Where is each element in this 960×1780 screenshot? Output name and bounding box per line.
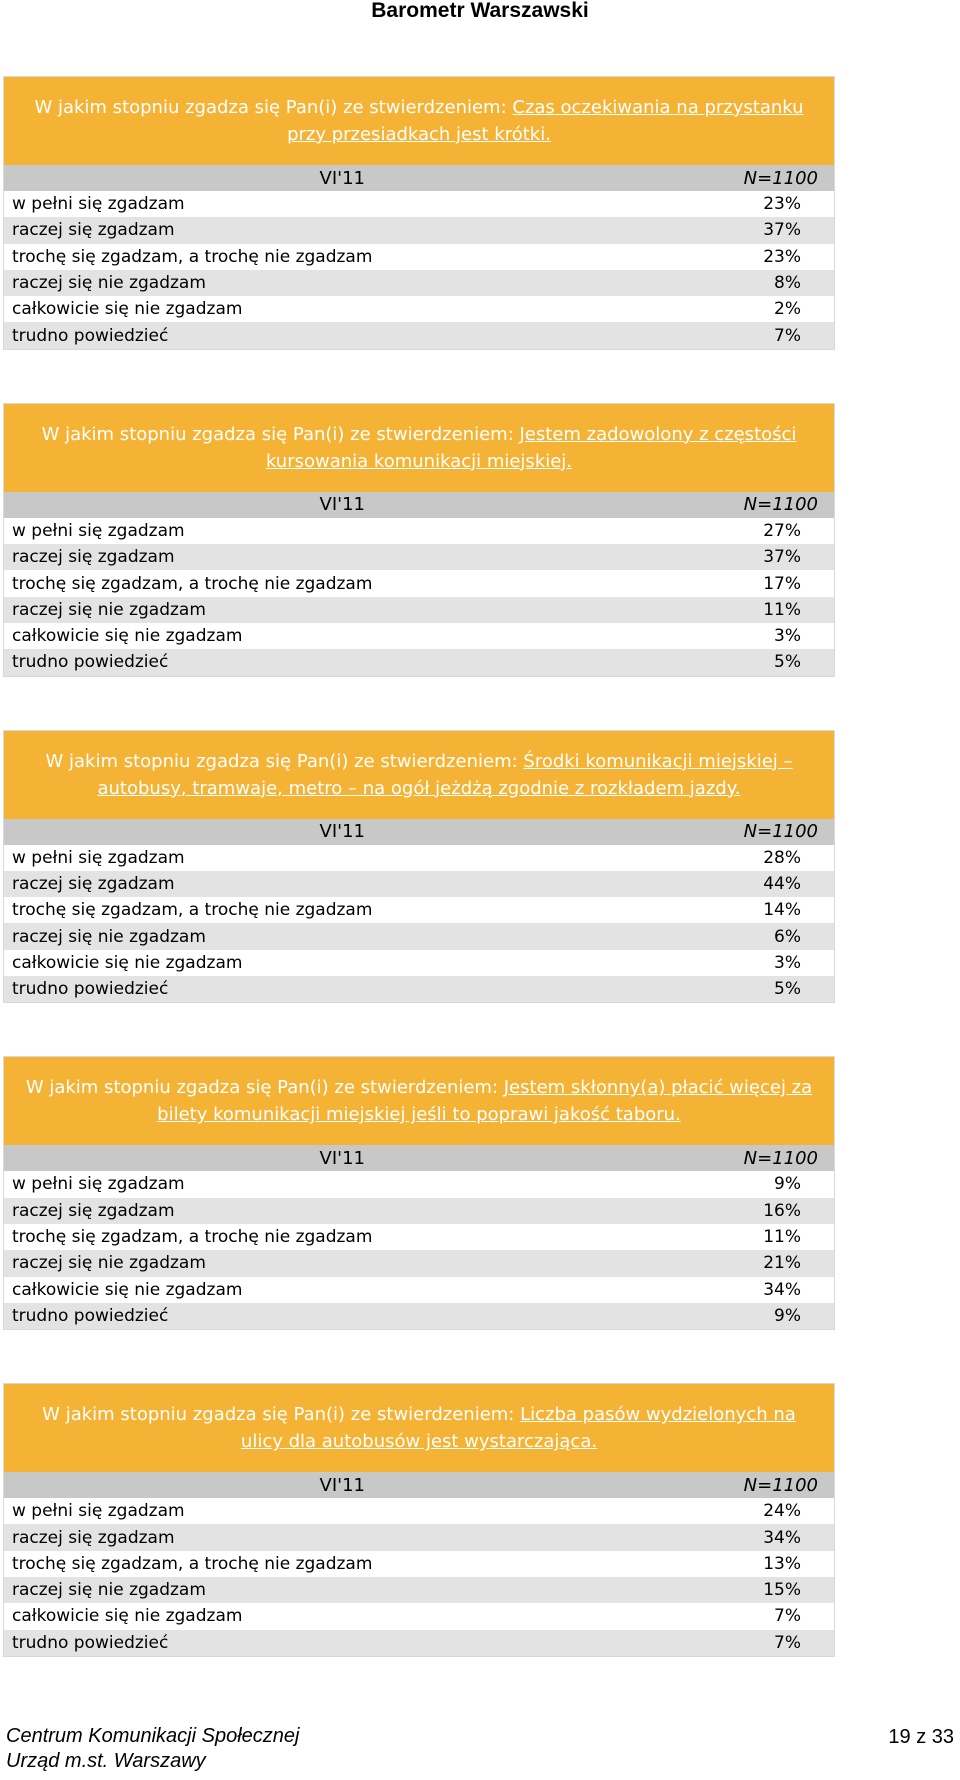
answer-value: 7% xyxy=(774,1606,801,1627)
answer-label: trochę się zgadzam, a trochę nie zgadzam xyxy=(12,1553,373,1574)
table-row xyxy=(4,217,834,243)
survey-table xyxy=(3,76,835,350)
answer-value: 8% xyxy=(774,273,801,294)
answer-value: 9% xyxy=(774,1174,801,1195)
answer-value: 17% xyxy=(763,573,801,594)
table-row xyxy=(4,191,834,217)
answer-value: 2% xyxy=(774,299,801,320)
answer-value: 27% xyxy=(763,520,801,541)
answer-label: trudno powiedzieć xyxy=(12,325,169,346)
table-row xyxy=(4,871,834,897)
table-row xyxy=(4,296,834,322)
answer-value: 21% xyxy=(763,1253,801,1274)
answer-label: trochę się zgadzam, a trochę nie zgadzam xyxy=(12,573,373,594)
answer-label: trochę się zgadzam, a trochę nie zgadzam xyxy=(12,246,373,267)
answer-label: raczej się zgadzam xyxy=(12,1527,175,1548)
footer-org-line2: Urząd m.st. Warszawy xyxy=(6,1750,206,1772)
question-header xyxy=(4,77,834,165)
answer-value: 3% xyxy=(774,626,801,647)
question-statement: Jestem skłonny(a) płacić więcej za bilety komunikacji miejskiej jeśli to poprawi jakość taboru. xyxy=(157,1077,813,1126)
question-header xyxy=(4,404,834,492)
answer-label: całkowicie się nie zgadzam xyxy=(12,1606,243,1627)
wave-label: VI'11 xyxy=(319,821,365,843)
answer-value: 37% xyxy=(763,220,801,241)
question-header xyxy=(4,1384,834,1472)
answer-value: 13% xyxy=(763,1553,801,1574)
answer-label: raczej się nie zgadzam xyxy=(12,1580,206,1601)
page-title: Barometr Warszawski xyxy=(371,0,589,22)
answer-value: 5% xyxy=(774,979,801,1000)
answer-value: 16% xyxy=(763,1200,801,1221)
answer-value: 23% xyxy=(763,194,801,215)
question-prefix: W jakim stopniu zgadza się Pan(i) ze stwierdzeniem: xyxy=(34,97,513,118)
question-statement: Liczba pasów wydzielonych na ulicy dla autobusów jest wystarczająca. xyxy=(240,1404,796,1453)
table-row xyxy=(4,845,834,871)
answer-label: w pełni się zgadzam xyxy=(12,1501,185,1522)
table-row xyxy=(4,1577,834,1603)
wave-label: VI'11 xyxy=(319,1474,365,1496)
table-row xyxy=(4,270,834,296)
answer-label: raczej się zgadzam xyxy=(12,547,175,568)
answer-value: 34% xyxy=(763,1527,801,1548)
answer-value: 23% xyxy=(763,246,801,267)
answer-label: trudno powiedzieć xyxy=(12,1632,169,1653)
table-row xyxy=(4,1603,834,1629)
answer-label: trudno powiedzieć xyxy=(12,652,169,673)
answer-label: trochę się zgadzam, a trochę nie zgadzam xyxy=(12,1227,373,1248)
wave-label: VI'11 xyxy=(319,494,365,516)
survey-table xyxy=(3,403,835,677)
table-row xyxy=(4,518,834,544)
answer-value: 6% xyxy=(774,926,801,947)
answer-label: raczej się zgadzam xyxy=(12,874,175,894)
survey-tables xyxy=(3,76,835,1710)
sample-size: N=1100 xyxy=(743,1474,818,1496)
answer-label: trudno powiedzieć xyxy=(12,1305,169,1326)
answer-value: 34% xyxy=(763,1279,801,1300)
answer-value: 7% xyxy=(774,1632,801,1653)
answer-label: całkowicie się nie zgadzam xyxy=(12,1279,243,1300)
column-header xyxy=(4,1145,834,1171)
question-prefix: W jakim stopniu zgadza się Pan(i) ze stwierdzeniem: xyxy=(42,1404,521,1426)
answer-value: 44% xyxy=(763,874,801,894)
table-row xyxy=(4,1277,834,1303)
question-prefix: W jakim stopniu zgadza się Pan(i) ze stwierdzeniem: xyxy=(41,423,520,445)
footer-org-line1: Centrum Komunikacji Społecznej xyxy=(6,1725,300,1747)
answer-value: 14% xyxy=(763,900,801,921)
table-row xyxy=(4,1250,834,1276)
table-row xyxy=(4,1303,834,1329)
table-row xyxy=(4,976,834,1002)
table-row xyxy=(4,570,834,596)
table-row xyxy=(4,1551,834,1577)
table-row xyxy=(4,1224,834,1250)
answer-label: trudno powiedzieć xyxy=(12,979,169,1000)
answer-label: w pełni się zgadzam xyxy=(12,520,185,541)
answer-label: w pełni się zgadzam xyxy=(12,1174,185,1195)
page-number: 19 z 33 xyxy=(888,1726,954,1748)
wave-label: VI'11 xyxy=(319,1147,365,1169)
answer-label: raczej się zgadzam xyxy=(12,1200,175,1221)
answer-value: 9% xyxy=(774,1305,801,1326)
answer-label: raczej się nie zgadzam xyxy=(12,1253,206,1274)
answer-label: raczej się nie zgadzam xyxy=(12,926,206,947)
answer-value: 5% xyxy=(774,652,801,673)
column-header xyxy=(4,165,834,191)
footer-organization xyxy=(6,1724,299,1774)
table-row xyxy=(4,623,834,649)
table-row xyxy=(4,923,834,949)
table-row xyxy=(4,322,834,348)
table-row xyxy=(4,1171,834,1197)
table-row xyxy=(4,1524,834,1550)
column-header xyxy=(4,492,834,518)
answer-label: w pełni się zgadzam xyxy=(12,847,185,868)
column-header xyxy=(4,1472,834,1498)
column-header xyxy=(4,819,834,845)
table-row xyxy=(4,897,834,923)
survey-table xyxy=(3,730,835,1004)
table-row xyxy=(4,1498,834,1524)
answer-value: 11% xyxy=(763,599,801,620)
survey-table xyxy=(3,1056,835,1330)
question-prefix: W jakim stopniu zgadza się Pan(i) ze stwierdzeniem: xyxy=(25,1077,504,1099)
question-header xyxy=(4,731,834,819)
answer-label: raczej się nie zgadzam xyxy=(12,599,206,620)
question-statement: Czas oczekiwania na przystanku przy przesiadkach jest krótki. xyxy=(287,97,804,145)
question-header xyxy=(4,1057,834,1145)
sample-size: N=1100 xyxy=(743,1147,818,1169)
answer-label: całkowicie się nie zgadzam xyxy=(12,952,243,973)
table-row xyxy=(4,1630,834,1656)
question-prefix: W jakim stopniu zgadza się Pan(i) ze stwierdzeniem: xyxy=(45,750,524,772)
answer-label: trochę się zgadzam, a trochę nie zgadzam xyxy=(12,900,373,921)
answer-value: 28% xyxy=(763,847,801,868)
question-statement: Jestem zadowolony z częstości kursowania komunikacji miejskiej. xyxy=(265,423,797,472)
answer-value: 3% xyxy=(774,952,801,973)
table-row xyxy=(4,950,834,976)
table-row xyxy=(4,244,834,270)
survey-table xyxy=(3,1383,835,1657)
sample-size: N=1100 xyxy=(743,167,818,189)
answer-value: 37% xyxy=(763,547,801,568)
answer-label: raczej się nie zgadzam xyxy=(12,273,206,294)
answer-label: całkowicie się nie zgadzam xyxy=(12,626,243,647)
table-row xyxy=(4,1198,834,1224)
table-row xyxy=(4,597,834,623)
answer-value: 7% xyxy=(774,325,801,346)
answer-label: całkowicie się nie zgadzam xyxy=(12,299,243,320)
answer-value: 15% xyxy=(763,1580,801,1601)
question-statement: Środki komunikacji miejskiej – autobusy, tramwaje, metro – na ogół jeżdżą zgodnie z rozkładem jazdy. xyxy=(97,750,793,799)
table-row xyxy=(4,544,834,570)
wave-label: VI'11 xyxy=(319,167,365,189)
sample-size: N=1100 xyxy=(743,821,818,843)
answer-label: w pełni się zgadzam xyxy=(12,194,185,215)
table-row xyxy=(4,649,834,675)
answer-value: 24% xyxy=(763,1501,801,1522)
answer-label: raczej się zgadzam xyxy=(12,220,175,241)
sample-size: N=1100 xyxy=(743,494,818,516)
answer-value: 11% xyxy=(763,1227,801,1248)
